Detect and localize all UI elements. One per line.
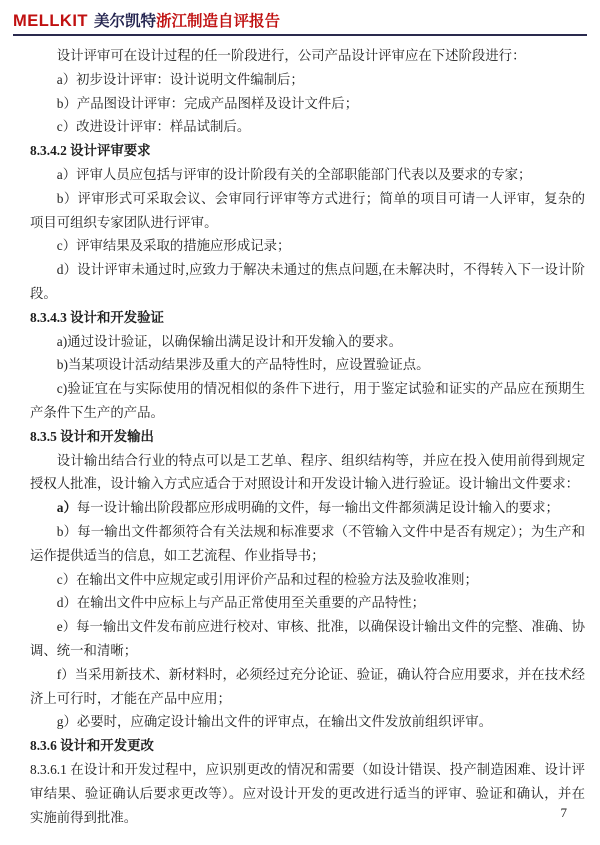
paragraph-design-output-intro: 设计输出结合行业的特点可以是工艺单、程序、组织结构等，并应在投入使用前得到规定授权人批准，设计输入方式应适合于对照设计和开发设计输入进行验证。设计输出文件要求： xyxy=(30,452,585,492)
list-item-b-review-format: b）评审形式可采取会议、会审同行评审等方式进行；简单的项目可请一人评审，复杂的项目可组织专家团队进行评审。 xyxy=(30,190,585,230)
list-item-d-product-characteristics: d）在输出文件中应标上与产品正常使用至关重要的产品特性； xyxy=(56,595,426,611)
document-header xyxy=(0,0,600,34)
list-item-prefix: a） xyxy=(56,500,77,516)
list-item-b-product-drawing-review: b）产品图设计评审：完成产品图样及设计文件后； xyxy=(56,95,359,111)
header-company-name: 美尔凯特 xyxy=(94,13,157,30)
document-body xyxy=(0,36,600,829)
list-item-text: 每一设计输出阶段都应形成明确的文件，每一输出文件都须满足设计输入的要求； xyxy=(76,500,559,516)
list-item-b-verification-points: b)当某项设计活动结果涉及重大的产品特性时，应设置验证点。 xyxy=(56,357,430,373)
list-item-d-review-not-passed: d）设计评审未通过时,应致力于解决未通过的焦点问题,在未解决时，不得转入下一设计阶段。 xyxy=(30,262,585,301)
list-item-c-inspection-methods: c）在输出文件中应规定或引用评价产品和过程的检验方法及验收准则； xyxy=(56,571,478,587)
section-heading-836: 8.3.6 设计和开发更改 xyxy=(30,738,154,754)
list-item-c-verification-conditions: c)验证宜在与实际使用的情况相似的条件下进行，用于鉴定试验和证实的产品应在预期生产条件下生产的产品。 xyxy=(30,381,585,420)
list-item-a-output-documents xyxy=(30,496,585,520)
section-heading-8343: 8.3.4.3 设计和开发验证 xyxy=(30,309,164,325)
list-item-a-design-verification: a)通过设计验证，以确保输出满足设计和开发输入的要求。 xyxy=(56,333,402,349)
list-item-e-proofread-approve: e）每一输出文件发布前应进行校对、审核、批准，以确保设计输出文件的完整、准确、协调、统一和清晰； xyxy=(30,619,585,658)
paragraph-intro-design-review: 设计评审可在设计过程的任一阶段进行，公司产品设计评审应在下述阶段进行： xyxy=(56,48,526,63)
list-item-a-review-personnel: a）评审人员应包括与评审的设计阶段有关的全部职能部门代表以及要求的专家； xyxy=(56,166,532,182)
list-item-f-new-technology: f）当采用新技术、新材料时，必须经过充分论证、验证，确认符合应用要求，并在技术经济上可行时，才能在产品中应用； xyxy=(30,666,585,706)
list-item-b-regulations-standards: b）每一输出文件都须符合有关法规和标准要求（不管输入文件中是否有规定）；为生产和运作提供适当的信息，如工艺流程、作业指导书； xyxy=(30,523,585,563)
list-item-c-improvement-review: c）改进设计评审：样品试制后。 xyxy=(56,119,251,135)
section-heading-8342: 8.3.4.2 设计评审要求 xyxy=(30,143,151,159)
section-heading-835: 8.3.5 设计和开发输出 xyxy=(30,428,154,444)
page-number: 7 xyxy=(560,805,567,820)
list-item-g-review-points: g）必要时，应确定设计输出文件的评审点，在输出文件发放前组织评审。 xyxy=(56,714,492,730)
brand-logo-text: MELLKIT xyxy=(13,12,88,30)
paragraph-8361-design-changes: 8.3.6.1 在设计和开发过程中，应识别更改的情况和需要（如设计错误、投产制造困难、设计评审结果、验证确认后要求更改等）。应对设计开发的更改进行适当的评审、验证和确认，并在实施前得到批准。 xyxy=(30,761,585,825)
list-item-c-review-records: c）评审结果及采取的措施应形成记录； xyxy=(56,238,291,254)
list-item-a-preliminary-review: a）初步设计评审：设计说明文件编制后； xyxy=(56,71,304,87)
header-report-title: 浙江制造自评报告 xyxy=(156,13,281,30)
